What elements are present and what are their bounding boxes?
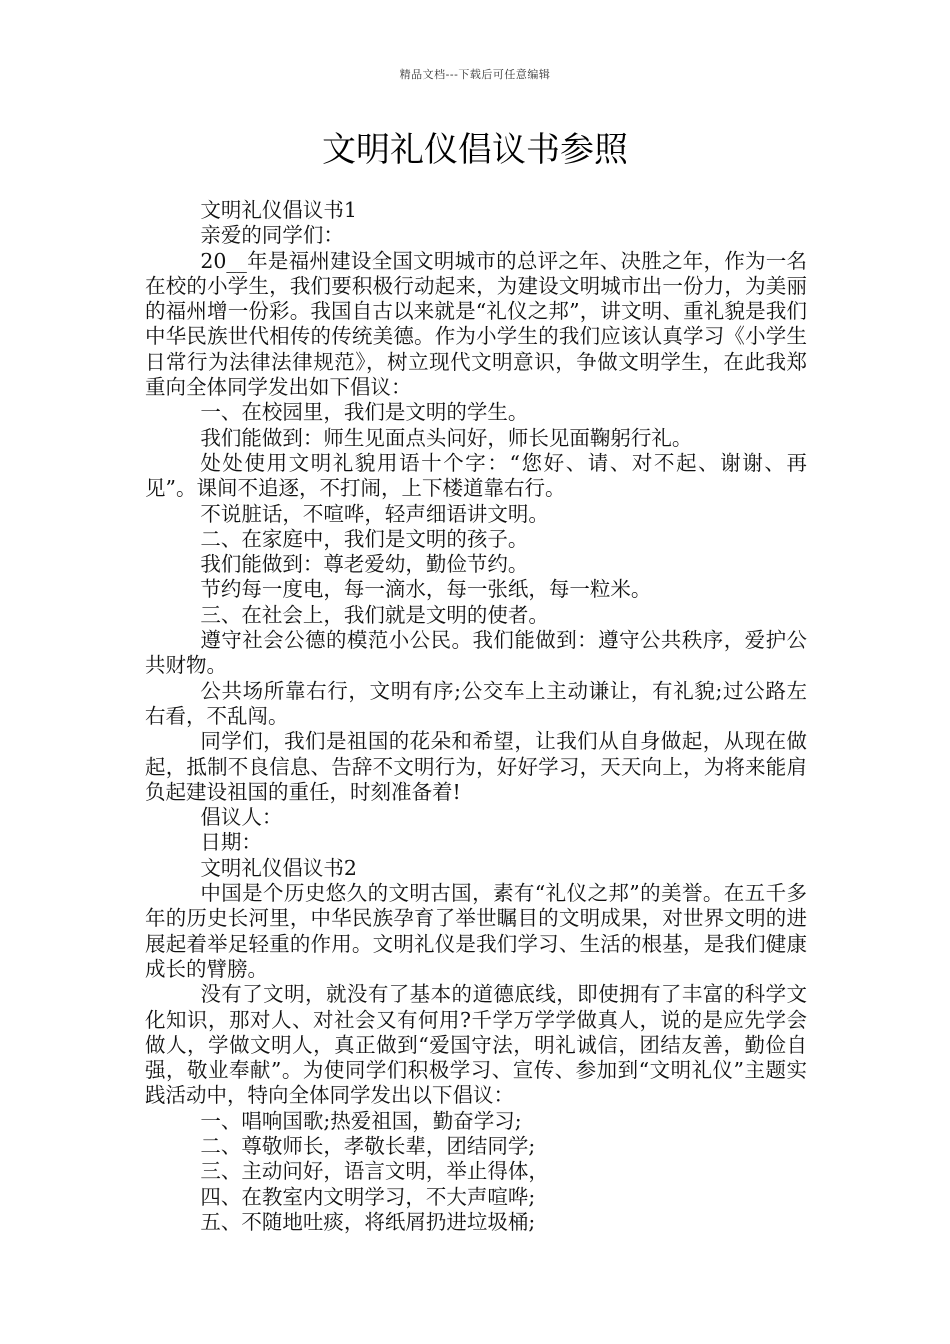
paragraph: 三、在社会上，我们就是文明的使者。: [200, 602, 549, 627]
header-note: 精品文档---下载后可任意编辑: [399, 68, 551, 81]
date-line: 日期：: [200, 830, 262, 855]
proposer-line: 倡议人：: [200, 805, 283, 830]
paragraph: 中国是个历史悠久的文明古国，素有“礼仪之邦”的美誉。在五千多年的历史长河里，中华民族孕育了举世瞩目的文明成果，对世界文明的进展起着举足轻重的作用。文明礼仪是我们学习、生活的根基，是我们健康成长的臂膀。: [145, 881, 807, 981]
list-item: 四、在教室内文明学习，不大声喧哗;: [200, 1184, 536, 1209]
list-item: 三、主动问好，语言文明，举止得体，: [200, 1159, 549, 1184]
paragraph: 公共场所靠右行，文明有序;公交车上主动谦让，有礼貌;过公路左右看，不乱闯。: [145, 678, 807, 728]
paragraph: 同学们，我们是祖国的花朵和希望，让我们从自身做起，从现在做起，抵制不良信息、告辞不文明行为，好好学习，天天向上，为将来能肩负起建设祖国的重任，时刻准备着!: [145, 729, 807, 804]
section-heading-2: 文明礼仪倡议书2: [200, 855, 357, 880]
document-title: 文明礼仪倡议书参照: [322, 130, 628, 170]
paragraph: 二、在家庭中，我们是文明的孩子。: [200, 526, 529, 551]
section-heading-1: 文明礼仪倡议书1: [200, 198, 357, 222]
list-item: 一、唱响国歌;热爱祖国，勤奋学习;: [200, 1108, 522, 1133]
list-item: 五、不随地吐痰，将纸屑扔进垃圾桶;: [200, 1209, 536, 1234]
paragraph: 没有了文明，就没有了基本的道德底线，即使拥有了丰富的科学文化知识，那对人、对社会又有何用?千学万学学做真人，说的是应先学会做人，学做文明人，真正做到“爱国守法，明礼诚信，团结友善，勤俭自强，敬业奉献”。为使同学们积极学习、宣传、参加到“文明礼仪”主题实践活动中，特向全体同学发出以下倡议：: [145, 982, 807, 1108]
paragraph: 遵守社会公德的模范小公民。我们能做到：遵守公共秩序，爱护公共财物。: [145, 628, 807, 678]
document-body: [145, 198, 807, 1235]
paragraph: 20__年是福州建设全国文明城市的总评之年、决胜之年，作为一名在校的小学生，我们要积极行动起来，为建设文明城市出一份力，为美丽的福州增一份彩。我国自古以来就是“礼仪之邦”，讲文明、重礼貌是我们中华民族世代相传的传统美德。作为小学生的我们应该认真学习《小学生日常行为法律法律规范》，树立现代文明意识，争做文明学生，在此我郑重向全体同学发出如下倡议：: [145, 248, 807, 400]
paragraph: 一、在校园里，我们是文明的学生。: [200, 400, 529, 425]
paragraph: 处处使用文明礼貌用语十个字：“您好、请、对不起、谢谢、再见”。课间不追逐，不打闹，上下楼道靠右行。: [145, 450, 807, 501]
paragraph: 不说脏话，不喧哗，轻声细语讲文明。: [200, 501, 549, 526]
list-item: 二、尊敬师长，孝敬长辈，团结同学;: [200, 1133, 536, 1158]
paragraph: 节约每一度电，每一滴水，每一张纸，每一粒米。: [200, 577, 652, 602]
paragraph: 我们能做到：师生见面点头问好，师长见面鞠躬行礼。: [200, 425, 693, 450]
salutation: 亲爱的同学们：: [200, 223, 344, 248]
paragraph: 我们能做到：尊老爱幼，勤俭节约。: [200, 552, 529, 577]
